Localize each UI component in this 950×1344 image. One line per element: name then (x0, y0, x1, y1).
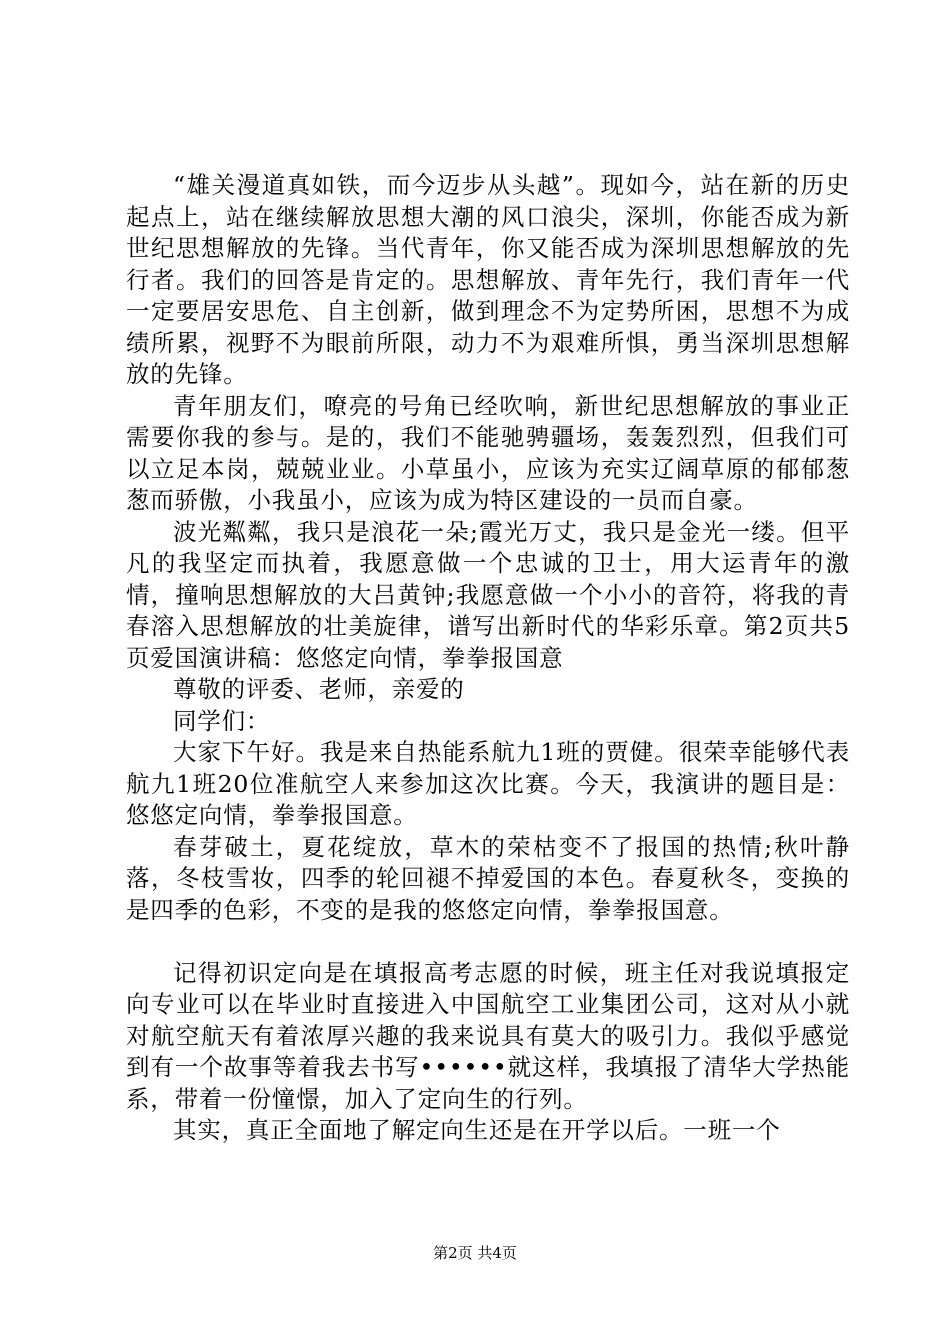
document-body (126, 170, 850, 1147)
salutation-line: 同学们： (173, 706, 271, 735)
paragraph: 大家下午好。我是来自热能系航九1班的贾健。很荣幸能够代表航九1班20位准航空人来参加这次比赛。今天，我演讲的题目是：悠悠定向情，拳拳报国意。 (126, 738, 850, 829)
paragraph: “雄关漫道真如铁，而今迈步从头越”。现如今，站在新的历史起点上，站在继续解放思想大潮的风口浪尖，深圳，你能否成为新世纪思想解放的先锋。当代青年，你又能否成为深圳思想解放的先行者。我们的回答是肯定的。思想解放、青年先行，我们青年一代一定要居安思危、自主创新，做到理念不为定势所困，思想不为成绩所累，视野不为眼前所限，动力不为艰难所惧，勇当深圳思想解放的先锋。 (126, 171, 850, 388)
blank-line (126, 926, 850, 958)
salutation-line: 尊敬的评委、老师，亲爱的 (173, 675, 465, 703)
paragraph: 记得初识定向是在填报高考志愿的时候，班主任对我说填报定向专业可以在毕业时直接进入中国航空工业集团公司，这对从小就对航空航天有着浓厚兴趣的我来说具有莫大的吸引力。我似乎感觉到有一个故事等着我去书写••••••就这样，我填报了清华大学热能系，带着一份憧憬，加入了定向生的行列。 (126, 958, 850, 1113)
paragraph: 春芽破土，夏花绽放，草木的荣枯变不了报国的热情;秋叶静落，冬枝雪妆，四季的轮回褪不掉爱国的本色。春夏秋冬，变换的是四季的色彩，不变的是我的悠悠定向情，拳拳报国意。 (126, 832, 850, 924)
paragraph: 波光粼粼，我只是浪花一朵;霞光万丈，我只是金光一缕。但平凡的我坚定而执着，我愿意做一个忠诚的卫士，用大运青年的激情，撞响思想解放的大吕黄钟;我愿意做一个小小的音符，将我的青春溶入思想解放的壮美旋律，谱写出新时代的华彩乐章。第2页共5页爱国演讲稿：悠悠定向情，拳拳报国意 (126, 517, 850, 672)
paragraph: 青年朋友们，嘹亮的号角已经吹响，新世纪思想解放的事业正需要你我的参与。是的，我们不能驰骋疆场，轰轰烈烈，但我们可以立足本岗，兢兢业业。小草虽小，应该为充实辽阔草原的郁郁葱葱而骄傲，小我虽小，应该为成为特区建设的一员而自豪。 (126, 391, 850, 514)
page-number-footer: 第2页 共4页 (433, 1244, 517, 1262)
paragraph: 其实，真正全面地了解定向生还是在开学以后。一班一个 (173, 1116, 781, 1144)
